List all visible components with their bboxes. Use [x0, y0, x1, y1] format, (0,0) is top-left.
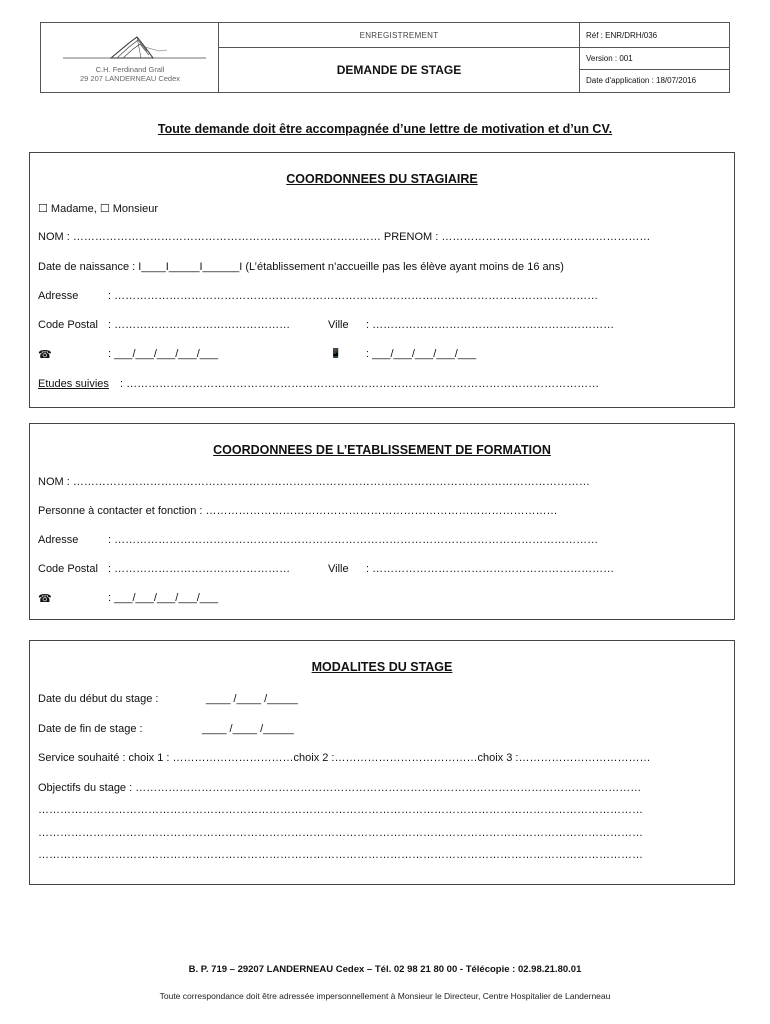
etab-nom-field[interactable]: NOM : ……………………………………………………………………………………………………………………………	[38, 476, 590, 488]
cp-label: Code Postal	[38, 563, 98, 575]
civility-options[interactable]: ☐ Madame, ☐ Monsieur	[38, 203, 158, 215]
ville-label: Ville	[328, 319, 349, 331]
section-stagiaire	[29, 152, 735, 408]
doc-version: Version : 001	[580, 48, 730, 70]
doc-date: Date d'application : 18/07/2016	[586, 76, 697, 85]
logo-cell	[41, 23, 219, 92]
header-table	[40, 22, 730, 93]
service-field[interactable]: Service souhaité : choix 1 : ……………………………choix 2 :…………………………………choix 3 :………………………………	[38, 752, 651, 764]
nom-prenom-field[interactable]: NOM : ………………………………………………………………………… PRENOM : …………………………………………………	[38, 231, 651, 243]
cp-field[interactable]: : …………………………………………	[108, 319, 291, 331]
adresse-label: Adresse	[38, 290, 79, 302]
ville-field[interactable]: : …………………………………………………………	[366, 563, 615, 575]
ville-field[interactable]: : …………………………………………………………	[366, 319, 615, 331]
fin-field[interactable]: ____ /____ /_____	[202, 723, 294, 735]
ville-label: Ville	[328, 563, 349, 575]
debut-field[interactable]: ____ /____ /_____	[206, 693, 298, 705]
birthdate-field[interactable]: Date de naissance : I____I_____I______I (L’établissement n’accueille pas les élève ayant moins de 16 ans)	[38, 261, 564, 273]
objectifs-field[interactable]: Objectifs du stage : …………………………………………………………………………………………………………………………	[38, 782, 642, 794]
section-title: COORDONNEES DE L’ETABLISSEMENT DE FORMATION	[213, 443, 551, 457]
mobile-field[interactable]: : ___/___/___/___/___	[366, 348, 477, 360]
adresse-field[interactable]: : ……………………………………………………………………………………………………………………	[108, 534, 599, 546]
doc-category: ENREGISTREMENT	[219, 23, 580, 48]
adresse-field[interactable]: : ……………………………………………………………………………………………………………………	[108, 290, 599, 302]
footer-address: B. P. 719 – 29207 LANDERNEAU Cedex – Tél. 02 98 21 80 00 - Télécopie : 02.98.21.80.01	[188, 964, 582, 975]
objectifs-line[interactable]: …………………………………………………………………………………………………………………………………………………	[38, 849, 643, 861]
cp-field[interactable]: : …………………………………………	[108, 563, 291, 575]
doc-title: DEMANDE DE STAGE	[219, 48, 580, 92]
doc-ref: Réf : ENR/DRH/036	[580, 23, 730, 48]
section-etablissement	[29, 423, 735, 620]
notice-text: Toute demande doit être accompagnée d’une lettre de motivation et d’un CV.	[157, 122, 613, 136]
section-title: COORDONNEES DU STAGIAIRE	[286, 172, 478, 186]
footer-note: Toute correspondance doit être adressée impersonnellement à Monsieur le Directeur, Centre Hospitalier de Landerneau	[159, 991, 611, 1001]
section-title: MODALITES DU STAGE	[311, 660, 453, 674]
org-line2: 29 207 LANDERNEAU Cedex	[79, 74, 181, 83]
phone-field[interactable]: : ___/___/___/___/___	[108, 348, 219, 360]
phone-icon: ☎	[38, 349, 52, 361]
fin-label: Date de fin de stage :	[38, 723, 143, 735]
phone-icon: ☎	[38, 593, 52, 605]
hospital-logo	[41, 29, 219, 69]
cp-label: Code Postal	[38, 319, 98, 331]
debut-label: Date du début du stage :	[38, 693, 159, 705]
mobile-phone-icon: 📱	[330, 348, 342, 358]
org-line1: C.H. Ferdinand Grall	[95, 65, 165, 74]
section-modalites	[29, 640, 735, 885]
adresse-label: Adresse	[38, 534, 79, 546]
etudes-label: Etudes suivies	[38, 378, 109, 390]
contact-field[interactable]: Personne à contacter et fonction : ……………………………………………………………………………………	[38, 505, 558, 517]
objectifs-line[interactable]: …………………………………………………………………………………………………………………………………………………	[38, 804, 643, 816]
etudes-field[interactable]: : …………………………………………………………………………………………………………………	[120, 378, 600, 390]
objectifs-line[interactable]: …………………………………………………………………………………………………………………………………………………	[38, 827, 643, 839]
phone-field[interactable]: : ___/___/___/___/___	[108, 592, 219, 604]
